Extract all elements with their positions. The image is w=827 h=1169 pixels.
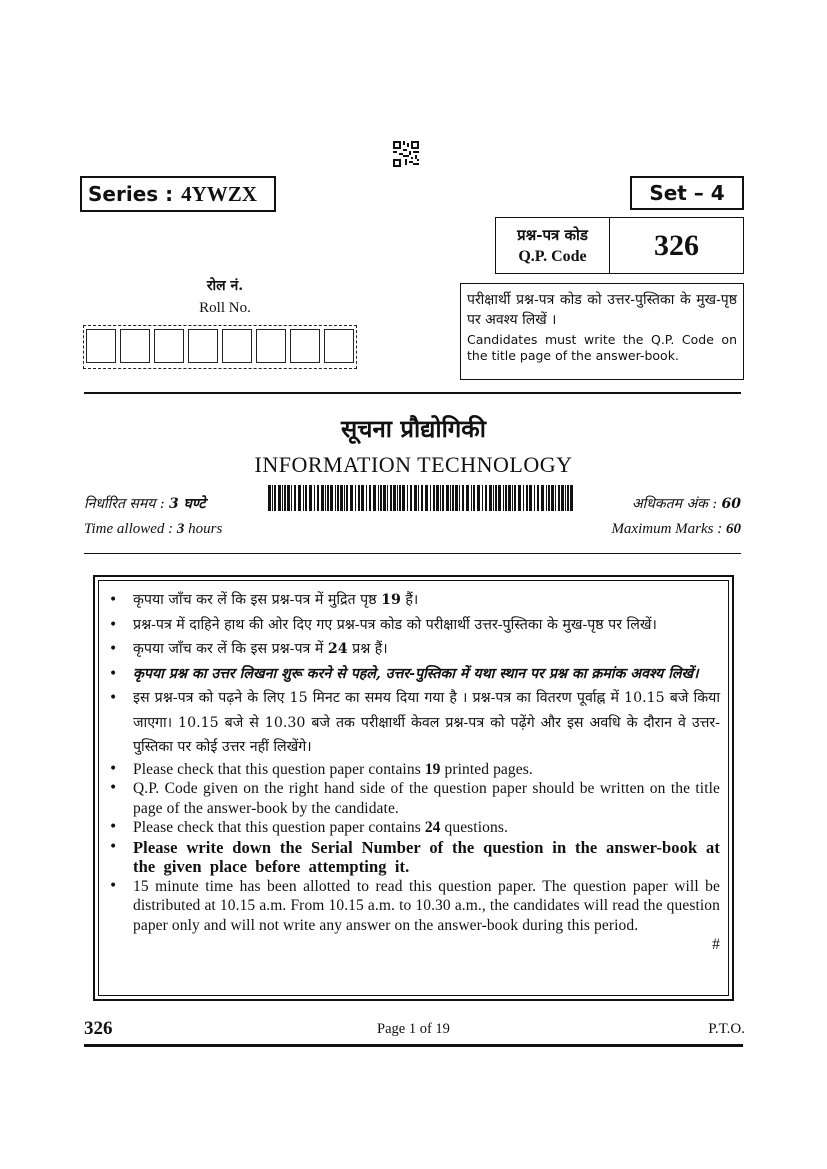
footer-rule [84,1044,743,1047]
instruction-item-english: • Q.P. Code given on the right hand side of the question paper should be written on the title page of the answer-book by the candidate. [109,780,720,817]
time-value-hindi: 3 घण्टे [169,496,206,512]
max-marks-hindi [632,494,741,513]
hash-mark-row: # [712,936,720,953]
divider [84,553,741,554]
footer-qp-code: 326 [84,1018,113,1039]
divider [84,392,741,394]
candidate-note-english: Candidates must write the Q.P. Code on the title page of the answer-book. [467,332,737,363]
qp-code-value: 326 [654,228,699,262]
series-box [80,176,276,212]
roll-digit-box[interactable] [86,329,116,363]
pto-label: P.T.O. [708,1021,745,1037]
series-value: 4YWZX [181,181,257,206]
qp-label-english: Q.P. Code [518,247,587,265]
qp-code-table [495,217,744,274]
instruction-item-english: • Please write down the Serial Number of the question in the answer-book at the given place before attempting it. [109,837,720,876]
time-allowed-english [84,521,222,538]
page-number: Page 1 of 19 [377,1021,450,1037]
time-label-english: Time allowed : [84,521,177,537]
instruction-item-english: • Please check that this question paper contains 19 printed pages. [109,760,533,778]
instruction-item-english: • Please check that this question paper contains 24 questions. [109,819,508,836]
max-marks-english [611,521,741,538]
marks-label-english: Maximum Marks : [611,521,726,537]
roll-digit-box[interactable] [154,329,184,363]
roll-digit-box[interactable] [120,329,150,363]
marks-value-hindi: 60 [721,496,741,512]
qp-label-hindi: प्रश्न-पत्र कोड [517,225,588,244]
roll-number-boxes[interactable] [83,325,357,369]
instruction-item-hindi: • कृपया जाँच कर लें कि इस प्रश्न-पत्र में 24 प्रश्न हैं। [109,641,388,657]
roll-label-english: Roll No. [199,300,251,316]
instruction-item-hindi: • प्रश्न-पत्र में दाहिने हाथ की ओर दिए गए प्रश्न-पत्र कोड को परीक्षार्थी उत्तर-पुस्तिका के मुख-पृष्ठ पर लिखें। [109,616,657,633]
instruction-item-hindi: • इस प्रश्न-पत्र को पढ़ने के लिए 15 मिनट का समय दिया गया है । प्रश्न-पत्र का वितरण पूर्वाह्न में 10.15 बजे किया जाएगा। 10.15 बजे से 10.30 बजे तक परीक्षार्थी केवल प्रश्न-पत्र को पढ़ेंगे और इस अवधि के दौरान वे उत्तर-पुस्तिका पर कोई उत्तर नहीं लिखेंगे। [109,690,720,755]
instructions-box [93,575,734,1001]
time-unit-english: hours [184,521,223,537]
roll-digit-box[interactable] [222,329,252,363]
series-label: Series : [88,182,174,206]
roll-label-hindi: रोल नं. [206,278,244,294]
roll-digit-box[interactable] [256,329,286,363]
instruction-item-hindi: • कृपया प्रश्न का उत्तर लिखना शुरू करने से पहले, उत्तर-पुस्तिका में यथा स्थान पर प्रश्न का क्रमांक अवश्य लिखें। [109,665,699,682]
marks-label-hindi: अधिकतम अंक : [631,496,722,512]
marks-value-english: 60 [726,521,741,537]
subject-title-english: INFORMATION TECHNOLOGY [254,452,573,477]
subject-title-hindi: सूचना प्रौद्योगिकी [341,414,486,443]
barcode-icon [268,485,574,511]
time-label-hindi: निर्धारित समय : [84,496,169,512]
roll-digit-box[interactable] [290,329,320,363]
set-box [630,176,744,210]
candidate-note-hindi: परीक्षार्थी प्रश्न-पत्र कोड को उत्तर-पुस्तिका के मुख-पृष्ठ पर अवश्य लिखें । [467,292,737,328]
roll-digit-box[interactable] [324,329,354,363]
candidate-note-box [460,283,744,380]
instruction-item-english: • 15 minute time has been allotted to read this question paper. The question paper will be distributed at 10.15 a.m. From 10.15 a.m. to 10.30 a.m., the candidates will read the question paper only and will not write any answer on the answer-book during this period. [109,877,720,934]
time-allowed-hindi [84,494,205,513]
qr-code-icon [393,141,419,167]
time-value-english: 3 [176,521,185,537]
roll-digit-box[interactable] [188,329,218,363]
set-label: Set – 4 [649,181,725,205]
instruction-item-hindi: • कृपया जाँच कर लें कि इस प्रश्न-पत्र में मुद्रित पृष्ठ 19 हैं। [109,592,419,608]
